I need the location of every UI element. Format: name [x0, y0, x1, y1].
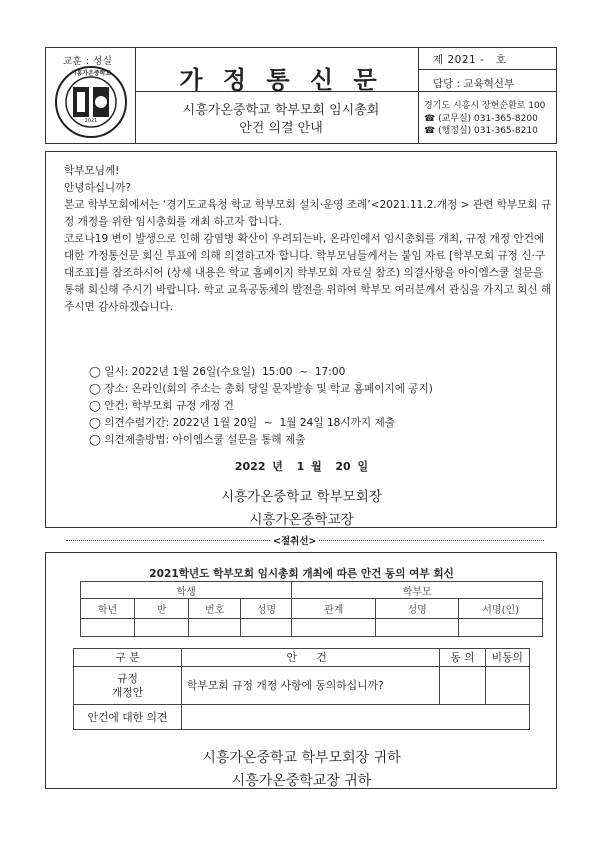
phone-admin-row [424, 125, 545, 138]
input-grade[interactable] [81, 619, 135, 637]
input-signature[interactable] [459, 619, 543, 637]
col-parent-name: 성명 [375, 599, 458, 619]
addressee-2: 시흥가온중학교장 귀하 [231, 773, 372, 789]
input-relation[interactable] [292, 619, 375, 637]
phone-admin: (행정실) 031-365-8210 [438, 126, 538, 136]
row-label: 규정 개정안 [74, 667, 182, 705]
paragraph-2: 코로나19 변이 발생으로 인해 감염병 확산이 우려되는바, 온라인에서 임시총회를 개최, 규정 개정 안건에 대한 가정통신문 회신 투표에 의해 의결하고자 합니다. 학부모님들께서는 붙임 자료 [학부모회 규정 신·구 대조표]를 참조하시어 (상세 내용은 학교 홈페이지 학부모회 자료실 참조) 의결사항을 아이엠스쿨 설문을 통해 회신해 주시기 바랍니다. 학교 교육공동체의 발전을 위하여 학부모 여러분께서 관심을 가지고 회신 해 주시면 감사하겠습니다. [64, 233, 552, 313]
col-number: 번호 [189, 599, 241, 619]
department: 담당 : 교육혁신부 [433, 78, 515, 90]
header-disagree: 비동의 [485, 649, 529, 667]
vote-table [73, 648, 530, 730]
opinion-label: 안건에 대한 의견 [74, 705, 182, 730]
signature-1: 시흥가온중학교 학부모회장 [221, 489, 382, 505]
header-category: 구 분 [74, 649, 182, 667]
cut-label: <절취선> [270, 533, 319, 547]
detail-item: ◯ 의견수렴기간: 2022년 1월 20일 ~ 1월 24일 18시까지 제출 [89, 417, 395, 429]
letter-date: 2022 년 1 월 20 일 [234, 460, 369, 473]
reply-title: 2021학년도 학부모회 임시총회 개최에 따른 안건 동의 여부 회신 [149, 568, 454, 580]
subtitle-line1: 시흥가온중학교 학부모회 임시총회 [182, 103, 380, 118]
col-signature: 서명(인) [459, 599, 543, 619]
phone-office-row [424, 113, 545, 126]
address: 경기도 시흥시 장현순환로 100 [424, 101, 546, 111]
col-relation: 관계 [292, 599, 375, 619]
input-number[interactable] [189, 619, 241, 637]
subtitle-line2: 안건 의결 안내 [239, 121, 323, 136]
opinion-input[interactable] [181, 705, 529, 730]
col-student-name: 성명 [241, 599, 292, 619]
greeting-1: 학부모님께! [64, 165, 120, 177]
svg-text:2021: 2021 [84, 118, 98, 124]
detail-item: ◯ 일시: 2022년 1월 26일(수요일) 15:00 ~ 17:00 [89, 366, 346, 378]
letter-body [64, 163, 552, 316]
svg-text:시흥가온중학교: 시흥가온중학교 [70, 70, 112, 77]
col-class: 반 [135, 599, 189, 619]
input-parent-name[interactable] [375, 619, 458, 637]
disagree-cell[interactable] [485, 667, 529, 705]
input-student-name[interactable] [241, 619, 292, 637]
col-grade: 학년 [81, 599, 135, 619]
phone-icon: ☎ [424, 126, 439, 136]
agree-cell[interactable] [440, 667, 485, 705]
header-agree: 동 의 [440, 649, 485, 667]
signature-2: 시흥가온중학교장 [249, 512, 354, 528]
header-hline-right [418, 69, 557, 70]
details-list [89, 364, 433, 449]
paragraph-1: 본교 학부모회에서는 ‘경기도교육청 학교 학부모회 설치·운영 조례’<2021.11.2.개정 > 관련 학부모회 규정 개정을 위한 임시총회를 개최 하고자 합니다. [64, 199, 552, 228]
school-logo [54, 65, 128, 139]
input-class[interactable] [135, 619, 189, 637]
detail-item: ◯ 장소: 온라인(회의 주소는 총회 당일 문자발송 및 학교 홈페이지에 공지) [89, 383, 433, 395]
phone-office: (교무실) 031-365-8200 [438, 113, 538, 124]
info-table [80, 581, 543, 637]
issue-number: 제 2021 - 호 [433, 54, 507, 66]
phone-icon: ☎ [424, 113, 439, 124]
header-divider-left [135, 47, 136, 144]
greeting-2: 안녕하십니까? [64, 182, 132, 194]
contact-info [424, 100, 545, 138]
parent-group-header: 학부모 [292, 582, 543, 599]
student-group-header: 학생 [81, 582, 292, 599]
detail-item: ◯ 안건: 학부모회 규정 개정 건 [89, 400, 234, 412]
page-title: 가 정 통 신 문 [179, 65, 383, 94]
row-question: 학부모회 규정 개정 사항에 동의하십니까? [181, 667, 440, 705]
addressee-1: 시흥가온중학교 학부모회장 귀하 [202, 750, 401, 766]
detail-item: ◯ 의견제출방법: 아이엠스쿨 설문을 통해 제출 [89, 434, 306, 446]
header-agenda: 안 건 [181, 649, 440, 667]
school-motto: 교훈 : 성실 [63, 56, 113, 67]
